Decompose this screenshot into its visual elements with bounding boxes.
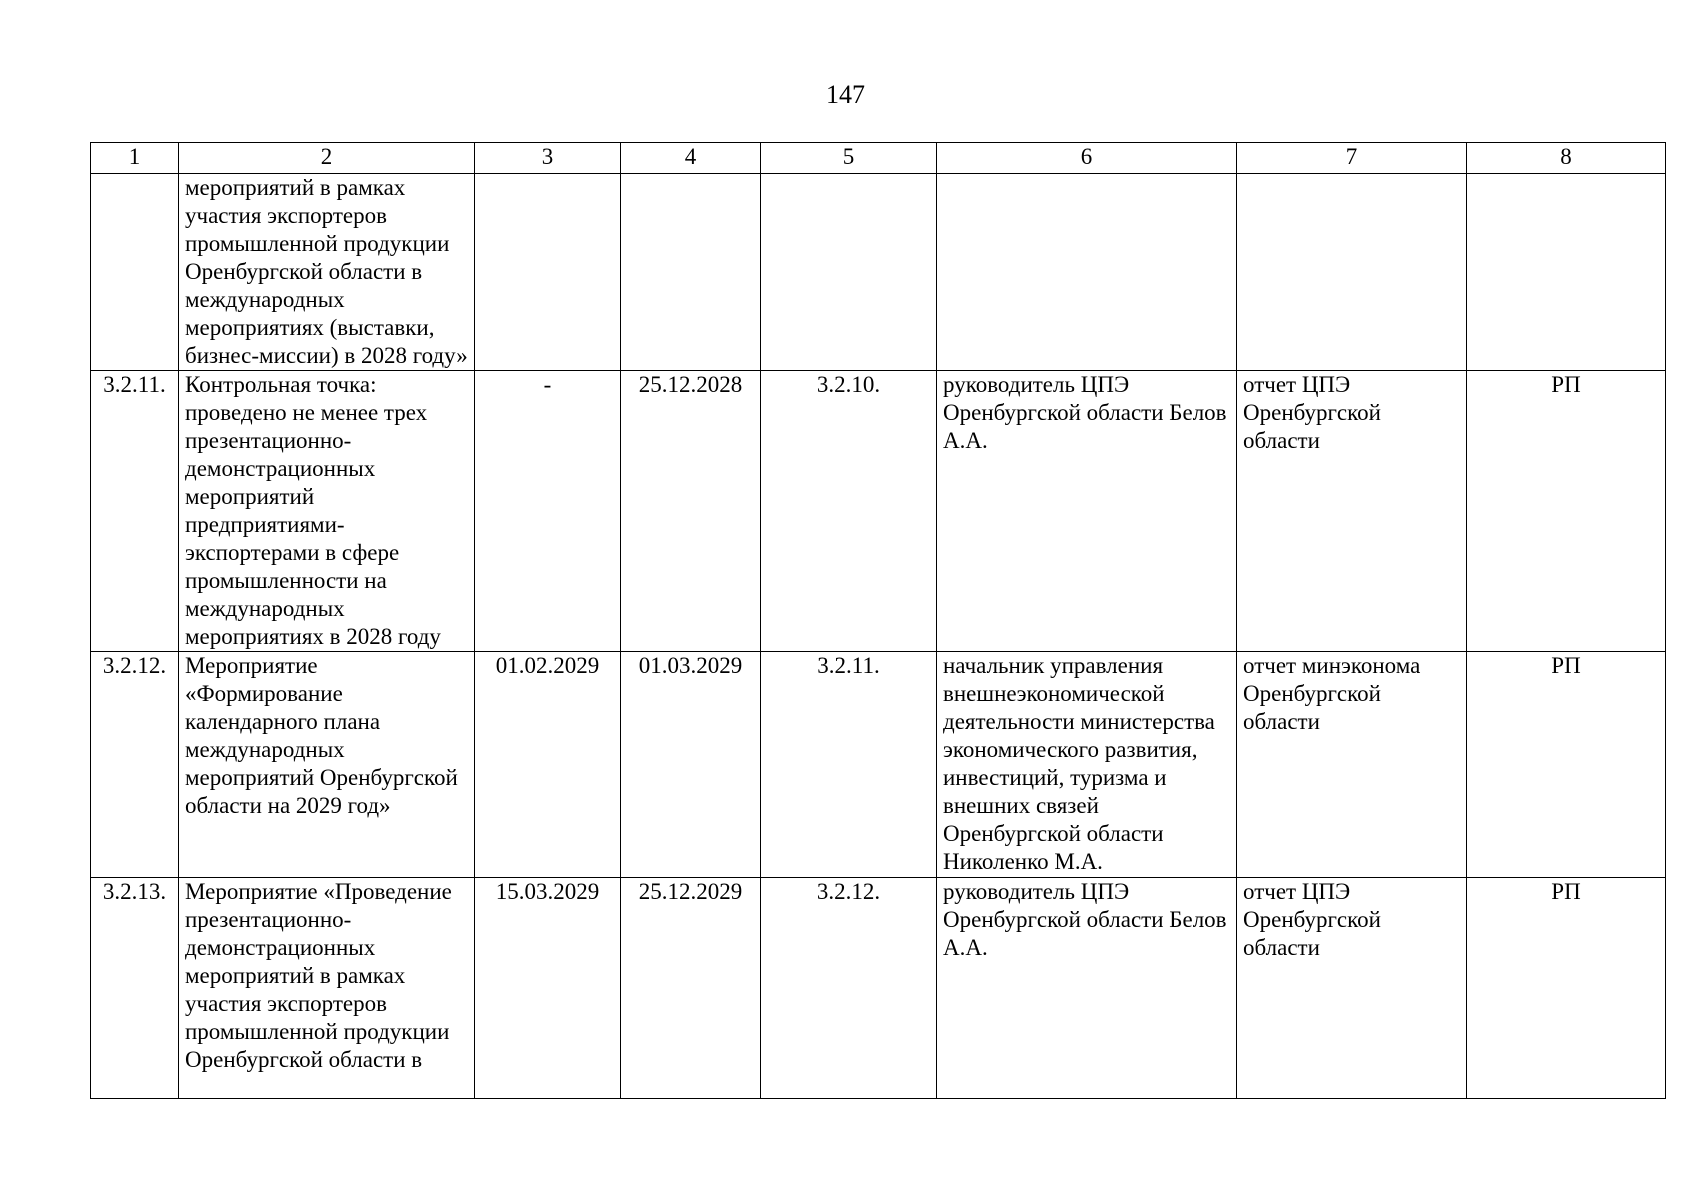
item-name: Мероприятие «Проведение презентационно-демонстрационных мероприятий в рамках участия экспортеров промышленной продукции Оренбургской области в bbox=[179, 878, 475, 1099]
result-document: отчет ЦПЭ Оренбургской области bbox=[1237, 371, 1467, 652]
control-level: РП bbox=[1467, 878, 1666, 1099]
result-document: отчет ЦПЭ Оренбургской области bbox=[1237, 878, 1467, 1099]
item-name: Мероприятие «Формирование календарного плана международных мероприятий Оренбургской области на 2029 год» bbox=[179, 652, 475, 878]
column-header: 3 bbox=[475, 143, 621, 174]
end-date bbox=[621, 174, 761, 371]
end-date: 25.12.2028 bbox=[621, 371, 761, 652]
control-level bbox=[1467, 174, 1666, 371]
start-date: 01.02.2029 bbox=[475, 652, 621, 878]
table-row bbox=[91, 174, 1666, 371]
responsible bbox=[937, 174, 1237, 371]
column-number-row bbox=[91, 143, 1666, 174]
item-name: мероприятий в рамках участия экспортеров промышленной продукции Оренбургской области в международных мероприятиях (выставки, бизнес-миссии) в 2028 году» bbox=[179, 174, 475, 371]
result-document bbox=[1237, 174, 1467, 371]
item-name: Контрольная точка: проведено не менее трех презентационно-демонстрационных мероприятий предприятиями-экспортерами в сфере промышленности на международных мероприятиях в 2028 году bbox=[179, 371, 475, 652]
start-date: 15.03.2029 bbox=[475, 878, 621, 1099]
column-header: 2 bbox=[179, 143, 475, 174]
column-header: 1 bbox=[91, 143, 179, 174]
control-level: РП bbox=[1467, 652, 1666, 878]
predecessor: 3.2.12. bbox=[761, 878, 937, 1099]
item-number bbox=[91, 174, 179, 371]
predecessor: 3.2.11. bbox=[761, 652, 937, 878]
responsible: руководитель ЦПЭ Оренбургской области Белов А.А. bbox=[937, 371, 1237, 652]
plan-table bbox=[90, 142, 1666, 1099]
page-number: 147 bbox=[826, 80, 865, 109]
start-date: - bbox=[475, 371, 621, 652]
column-header: 7 bbox=[1237, 143, 1467, 174]
column-header: 6 bbox=[937, 143, 1237, 174]
column-header: 4 bbox=[621, 143, 761, 174]
predecessor bbox=[761, 174, 937, 371]
predecessor: 3.2.10. bbox=[761, 371, 937, 652]
column-header: 8 bbox=[1467, 143, 1666, 174]
end-date: 01.03.2029 bbox=[621, 652, 761, 878]
table-row bbox=[91, 371, 1666, 652]
item-number: 3.2.12. bbox=[91, 652, 179, 878]
item-number: 3.2.11. bbox=[91, 371, 179, 652]
table-row bbox=[91, 878, 1666, 1099]
responsible: начальник управления внешнеэкономической деятельности министерства экономического развития, инвестиций, туризма и внешних связей Оренбургской области Николенко М.А. bbox=[937, 652, 1237, 878]
control-level: РП bbox=[1467, 371, 1666, 652]
result-document: отчет минэконома Оренбургской области bbox=[1237, 652, 1467, 878]
item-number: 3.2.13. bbox=[91, 878, 179, 1099]
end-date: 25.12.2029 bbox=[621, 878, 761, 1099]
column-header: 5 bbox=[761, 143, 937, 174]
responsible: руководитель ЦПЭ Оренбургской области Белов А.А. bbox=[937, 878, 1237, 1099]
start-date bbox=[475, 174, 621, 371]
table-row bbox=[91, 652, 1666, 878]
